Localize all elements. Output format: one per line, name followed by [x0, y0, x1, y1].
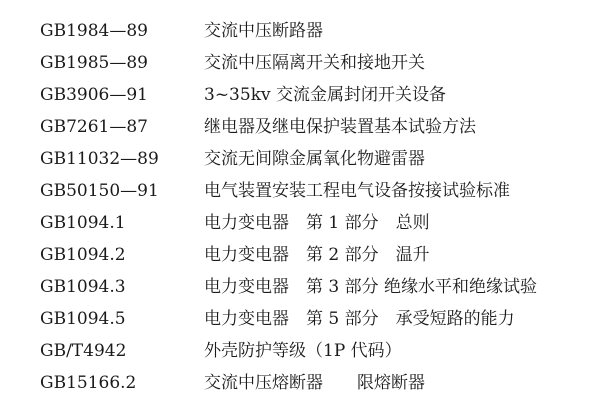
standard-title: 电力变电器 第 3 部分 绝缘水平和绝缘试验: [204, 277, 538, 297]
standard-title: 电力变电器 第 1 部分 总则: [204, 213, 430, 233]
list-item: [0, 143, 616, 175]
list-item: [0, 335, 616, 367]
standard-title: 电力变电器 第 5 部分 承受短路的能力: [204, 309, 515, 329]
list-item: [0, 15, 616, 47]
list-item: [0, 47, 616, 79]
list-item: [0, 79, 616, 111]
standard-code: GB11032—89: [40, 149, 159, 169]
standard-code: GB1985—89: [40, 53, 148, 73]
standard-code: GB/T4942: [40, 341, 127, 361]
standard-code: GB1094.3: [40, 277, 126, 297]
standard-title: 交流中压熔断器 限熔断器: [204, 373, 425, 393]
list-item: [0, 207, 616, 239]
standard-code: GB50150—91: [40, 181, 159, 201]
list-item: [0, 239, 616, 271]
standard-title: 电力变电器 第 2 部分 温升: [204, 245, 430, 265]
standard-title: 交流中压隔离开关和接地开关: [204, 53, 425, 73]
standard-code: GB1094.2: [40, 245, 126, 265]
list-item: [0, 271, 616, 303]
standard-title: 继电器及继电保护装置基本试验方法: [204, 117, 476, 137]
list-item: [0, 175, 616, 207]
standard-code: GB7261—87: [40, 117, 148, 137]
standard-code: GB3906—91: [40, 85, 148, 105]
standard-code: GB1984—89: [40, 21, 148, 41]
standard-code: GB1094.5: [40, 309, 126, 329]
standard-title: 外壳防护等级（1P 代码）: [204, 341, 402, 361]
standard-code: GB1094.1: [40, 213, 126, 233]
list-item: [0, 111, 616, 143]
standard-title: 交流中压断路器: [204, 21, 323, 41]
list-item: [0, 367, 616, 399]
standard-code: GB15166.2: [40, 373, 137, 393]
list-item: [0, 303, 616, 335]
standard-title: 交流无间隙金属氧化物避雷器: [204, 149, 425, 169]
standard-title: 3~35kv 交流金属封闭开关设备: [204, 85, 447, 105]
standard-title: 电气装置安装工程电气设备按接试验标准: [204, 181, 510, 201]
